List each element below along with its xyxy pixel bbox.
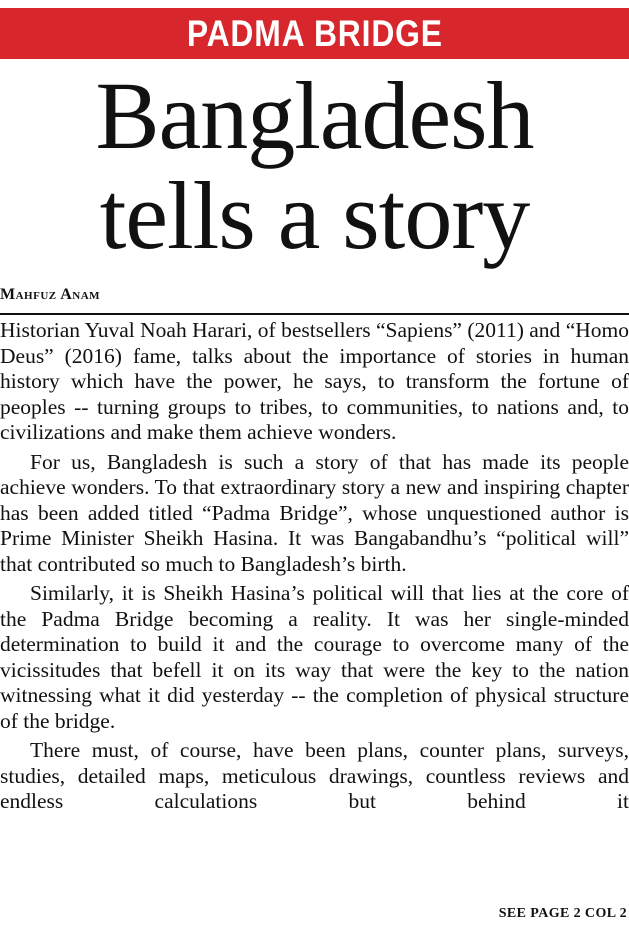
byline: Mahfuz Anam bbox=[0, 286, 101, 303]
article-paragraph-3: Similarly, it is Sheikh Hasina’s political will that lies at the core of the Padma Bridge becoming a reality. It was her single-minded determination to build it and the courage to overcome many of the vicissitudes that befell it on its way that were the key to the nation witnessing what it did yesterday -- the completion of physical structure of the bridge. bbox=[0, 581, 629, 733]
headline-line-2: tells a story bbox=[99, 162, 530, 269]
article-paragraph-1: Historian Yuval Noah Harari, of bestsellers “Sapiens” (2011) and “Homo Deus” (2016) fame, talks about the importance of stories in human history which have the power, he says, to transform the fortune of peoples -- turning groups to tribes, to communities, to nations and, to civilizations and make them achieve wonders. bbox=[0, 318, 629, 444]
headline bbox=[0, 62, 629, 269]
article-body bbox=[0, 318, 629, 819]
headline-line-1: Bangladesh bbox=[95, 62, 534, 169]
article-paragraph-4: There must, of course, have been plans, counter plans, surveys, studies, detailed maps, meticulous drawings, countless reviews and endless calculations but behind it bbox=[0, 738, 629, 813]
byline-divider bbox=[0, 313, 629, 315]
article-paragraph-2: For us, Bangladesh is such a story of that has made its people achieve wonders. To that extraordinary story a new and inspiring chapter has been added titled “Padma Bridge”, whose unquestioned author is Prime Minister Sheikh Hasina. It was Bangabandhu’s “political will” that contributed so much to Bangladesh’s birth. bbox=[0, 449, 629, 576]
section-kicker: PADMA BRIDGE bbox=[186, 13, 443, 54]
section-kicker-banner bbox=[0, 8, 629, 59]
continued-jump-link: SEE PAGE 2 COL 2 bbox=[498, 906, 627, 921]
